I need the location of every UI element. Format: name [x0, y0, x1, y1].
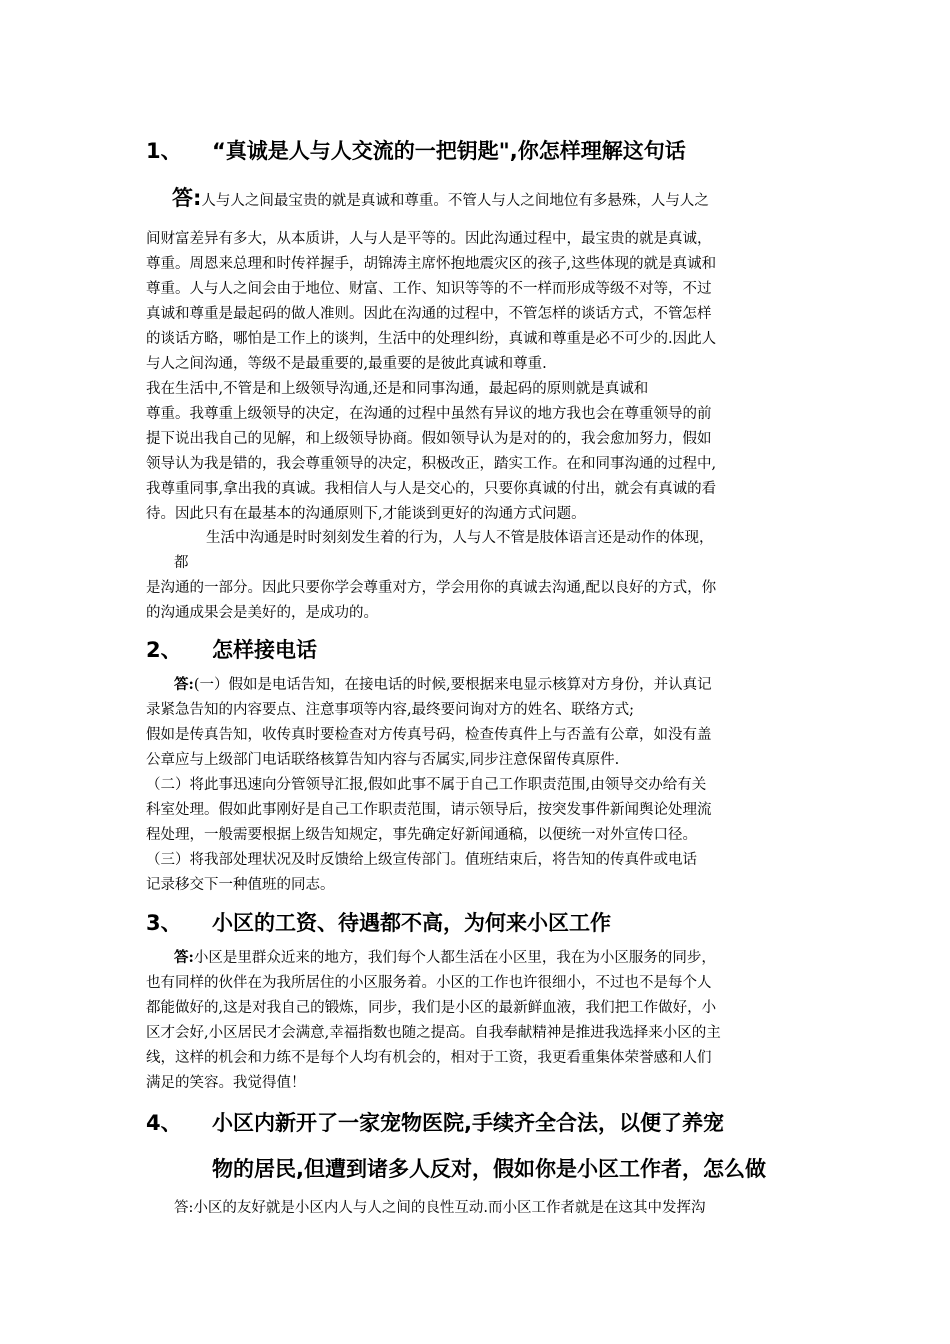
- section-3-heading: [146, 910, 611, 936]
- paragraph-line: 真诚和尊重是最起码的做人准则。因此在沟通的过程中，不管怎样的谈话方式，不管怎样: [146, 306, 712, 322]
- answer-label: 答:: [172, 186, 202, 210]
- answer-text: 小区是里群众近来的地方，我们每个人都生活在小区里，我在为小区服务的同步，: [193, 950, 716, 966]
- paragraph-line: 都能做好的,这是对我自己的锻炼，同步，我们是小区的最新鲜血液，我们把工作做好，小: [146, 1000, 717, 1016]
- paragraph-line: 都: [174, 555, 189, 571]
- answer-label: 答:: [174, 676, 194, 693]
- answer-label: 答:: [174, 949, 194, 966]
- paragraph-line: 我尊重同事,拿出我的真诚。我相信人与人是交心的，只要你真诚的付出，就会有真诚的看: [146, 481, 717, 497]
- paragraph-line: 满足的笑容。我觉得值！: [146, 1075, 306, 1091]
- paragraph-line: 尊重。我尊重上级领导的决定，在沟通的过程中虽然有异议的地方我也会在尊重领导的前: [146, 406, 712, 422]
- section-2-title: 怎样接电话: [212, 638, 317, 662]
- paragraph-line: （三）将我部处理状况及时反馈给上级宣传部门。值班结束后，将告知的传真件或电话: [146, 852, 697, 868]
- section-2-number: 2、: [146, 638, 182, 662]
- paragraph-line: 间财富差异有多大，从本质讲，人与人是平等的。因此沟通过程中，最宝贵的就是真诚，: [146, 231, 712, 247]
- paragraph-line: 也有同样的伙伴在为我所居住的小区服务着。小区的工作也许很细小，不过也不是每个人: [146, 975, 712, 991]
- paragraph-line: 领导认为我是错的，我会尊重领导的决定，积极改正，踏实工作。在和同事沟通的过程中,: [146, 456, 717, 472]
- section-1-heading: [146, 138, 686, 164]
- paragraph-line: 程处理，一般需要根据上级告知规定，事先确定好新闻通稿，以便统一对外宣传口径。: [146, 827, 697, 843]
- paragraph-line: 与人之间沟通，等级不是最重要的,最重要的是彼此真诚和尊重.: [146, 356, 547, 372]
- section-1-number: 1、: [146, 139, 182, 163]
- paragraph-line: 生活中沟通是时时刻刻发生着的行为，人与人不管是肢体语言还是动作的体现，: [206, 530, 714, 546]
- paragraph-line: 提下说出我自己的见解，和上级领导协商。假如领导认为是对的的，我会愈加努力，假如: [146, 431, 712, 447]
- paragraph-line: 公章应与上级部门电话联络核算告知内容与否属实,同步注意保留传真原件.: [146, 752, 620, 768]
- paragraph-line: 录紧急告知的内容要点、注意事项等内容,最终要问询对方的姓名、联络方式;: [146, 702, 634, 718]
- section-4-heading: [146, 1110, 724, 1136]
- section-3-number: 3、: [146, 911, 182, 935]
- paragraph-line: 假如是传真告知，收传真时要检查对方传真号码，检查传真件上与否盖有公章，如没有盖: [146, 727, 712, 743]
- section-1-title: “真诚是人与人交流的一把钥匙",你怎样理解这句话: [212, 139, 686, 163]
- paragraph-line: 线，这样的机会和力练不是每个人均有机会的，相对于工资，我更看重集体荣誉感和人们: [146, 1050, 712, 1066]
- section-3-title: 小区的工资、待遇都不高，为何来小区工作: [212, 911, 611, 935]
- paragraph-line: （二）将此事迅速向分管领导汇报,假如此事不属于自己工作职责范围,由领导交办给有关: [146, 777, 707, 793]
- paragraph-line: 我在生活中,不管是和上级领导沟通,还是和同事沟通，最起码的原则就是真诚和: [146, 381, 649, 397]
- paragraph-line: 科室处理。假如此事刚好是自己工作职责范围，请示领导后，按突发事件新闻舆论处理流: [146, 802, 712, 818]
- paragraph-line: 记录移交下一种值班的同志。: [146, 877, 335, 893]
- paragraph-line: 尊重。周恩来总理和时传祥握手，胡锦涛主席怀抱地震灾区的孩子,这些体现的就是真诚和: [146, 256, 717, 272]
- paragraph-line: 的沟通成果会是美好的，是成功的。: [146, 605, 378, 621]
- section-4-title: 小区内新开了一家宠物医院,手续齐全合法，以便了养宠: [212, 1111, 724, 1135]
- answer-text: (一）假如是电话告知，在接电话的时候,要根据来电显示核算对方身份，并认真记: [193, 677, 712, 693]
- section-2-heading: [146, 637, 317, 663]
- answer-text: 人与人之间最宝贵的就是真诚和尊重。不管人与人之间地位有多悬殊，人与人之: [201, 193, 709, 209]
- section-4-number: 4、: [146, 1111, 182, 1135]
- paragraph-line: 待。因此只有在最基本的沟通原则下,才能谈到更好的沟通方式问题。: [146, 506, 586, 522]
- section-1-answer-line-1: [172, 188, 709, 211]
- paragraph-line: 尊重。人与人之间会由于地位、财富、工作、知识等等的不一样而形成等级不对等，不过: [146, 281, 712, 297]
- paragraph-line: 是沟通的一部分。因此只要你学会尊重对方，学会用你的真诚去沟通,配以良好的方式，你: [146, 580, 717, 596]
- paragraph-line: 区才会好,小区居民才会满意,幸福指数也随之提高。自我奉献精神是推进我选择来小区的主: [146, 1025, 721, 1041]
- paragraph-line: 的谈话方略，哪怕是工作上的谈判，生活中的处理纠纷，真诚和尊重是必不可少的.因此人: [146, 331, 717, 347]
- paragraph-line: 答:小区的友好就是小区内人与人之间的良性互动.而小区工作者就是在这其中发挥沟: [174, 1200, 706, 1216]
- section-3-answer-line-1: [174, 948, 716, 968]
- section-2-answer-line-1: [174, 675, 712, 695]
- section-4-title-line-2: 物的居民,但遭到诸多人反对，假如你是小区工作者，怎么做: [212, 1157, 766, 1181]
